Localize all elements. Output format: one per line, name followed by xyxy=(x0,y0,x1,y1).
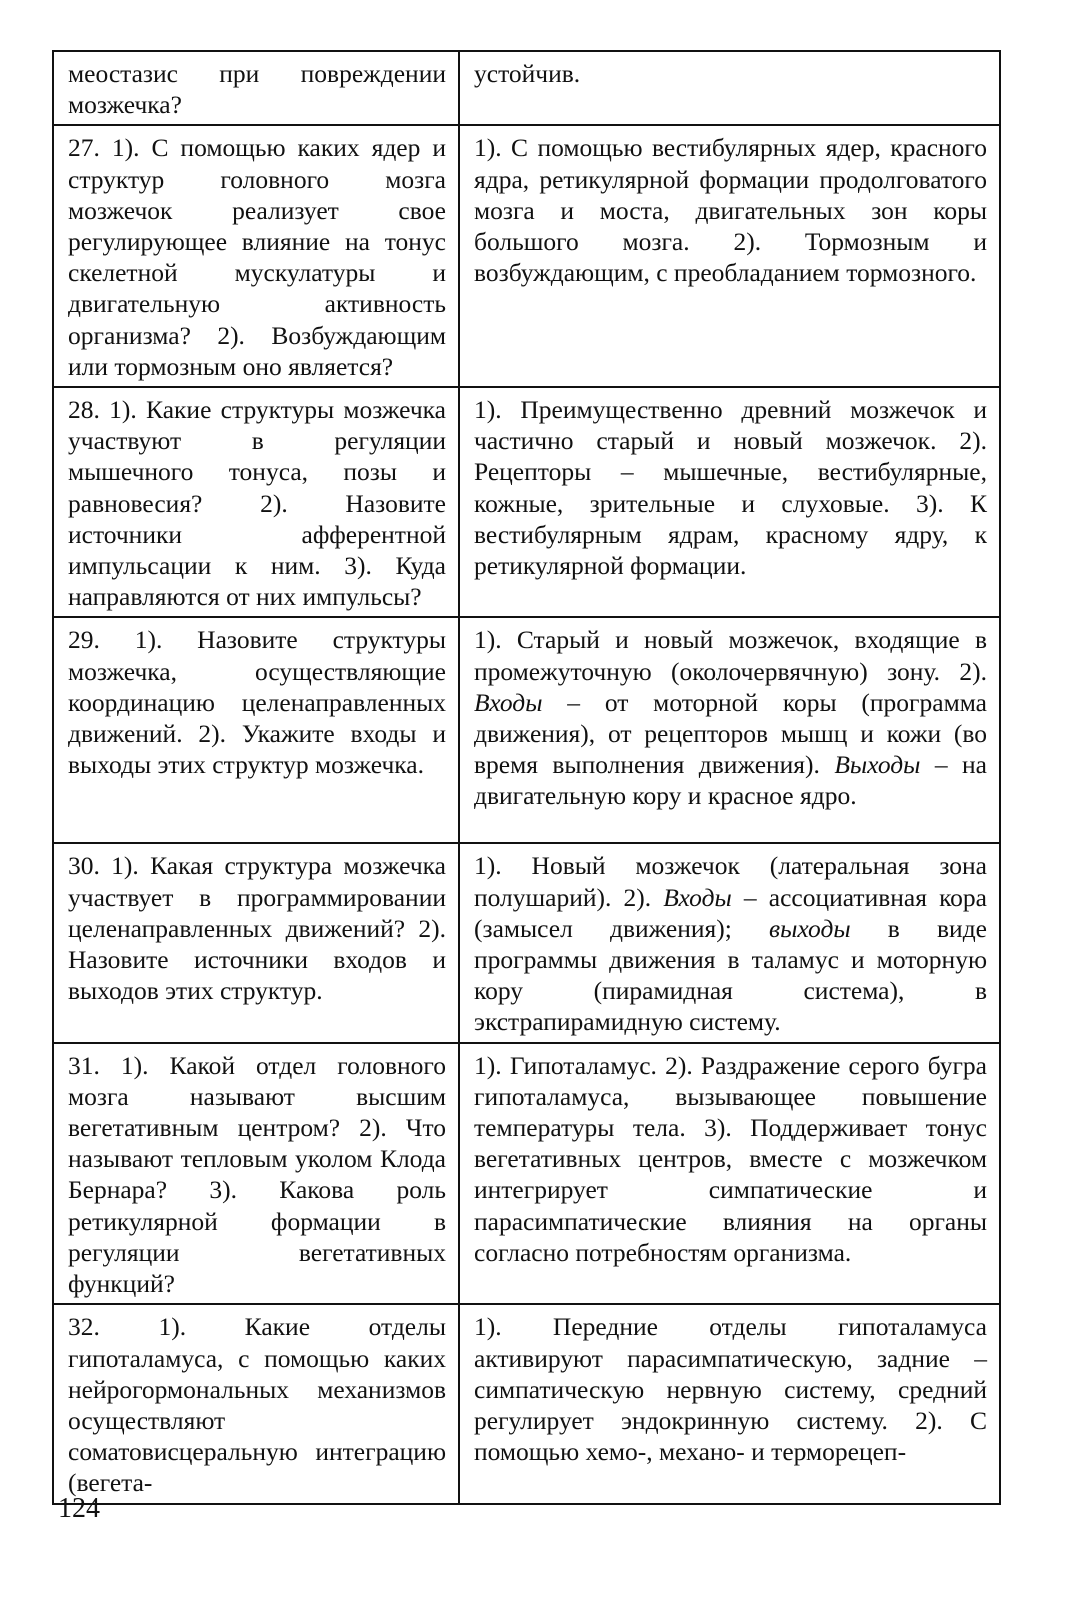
answer-text: 1). Гипоталамус. 2). Раздражение серого бугра гипоталамуса, вызывающее повышение температуры тела. 3). Поддерживает тонус вегетативных центров, вместе с мозжечком интегрирует симпатические и парасимпатические влияния на органы согласно потребностям организма. xyxy=(474,1050,987,1267)
answer-cell xyxy=(459,1304,1000,1503)
answer-cell xyxy=(459,51,1000,125)
answer-cell xyxy=(459,1043,1000,1305)
answer-text: устойчив. xyxy=(474,59,581,88)
answer-text: 1). Преимущественно древний мозжечок и частично старый и новый мозжечок. 2). Рецепторы – мышечные, вестибулярные, кожные, зрительные и слуховые. 3). К вестибулярным ядрам, красному ядру, к ретикулярной формации. xyxy=(474,395,987,581)
qa-table xyxy=(52,50,1001,1505)
answer-text: в виде программы движения в таламус и моторную кору (пирамидная система), в экстрапирамидную систему. xyxy=(474,913,987,1037)
answer-text: – ассоциативная кора (замысел движения); xyxy=(474,882,988,943)
page-number: 124 xyxy=(58,1493,100,1524)
qa-table-body xyxy=(53,51,1000,1504)
answer-emphasis: Входы xyxy=(663,882,732,912)
table-row xyxy=(53,1043,1000,1305)
answer-emphasis: выходы xyxy=(769,913,851,943)
answer-cell xyxy=(459,617,1000,843)
answer-cell xyxy=(459,843,1000,1042)
question-cell: 27. 1). С помощью каких ядер и структур головного мозга мозжечок реализует свое регулирующее влияние на тонус скелетной мускулатуры и двигательную активность организма? 2). Возбуждающим или тормозным оно является? xyxy=(53,125,459,387)
answer-cell xyxy=(459,387,1000,617)
table-row xyxy=(53,125,1000,387)
table-row xyxy=(53,387,1000,617)
answer-text: 1). Старый и новый мозжечок, входящие в промежуточную (околочервячную) зону. 2). xyxy=(474,625,987,686)
answer-text: 1). Передние отделы гипоталамуса активируют парасимпатическую, задние – симпатическую нервную систему, средний регулирует эндокринную систему. 2). С помощью хемо-, механо- и терморецеп- xyxy=(474,1312,987,1467)
answer-cell xyxy=(459,125,1000,387)
answer-text: – от моторной коры (программа движения), от рецепторов мышц и кожи (во время выполнения движения). xyxy=(474,687,987,780)
table-row xyxy=(53,1304,1000,1503)
answer-emphasis: Выходы xyxy=(834,750,921,780)
question-cell: 30. 1). Какая структура мозжечка участвует в программировании целенаправленных движений? 2). Назовите источники входов и выходов этих структур. xyxy=(53,843,459,1042)
question-cell: 28. 1). Какие структуры мозжечка участвуют в регуляции мышечного тонуса, позы и равновесия? 2). Назовите источники афферентной импульсации к ним. 3). Куда направляются от них импульсы? xyxy=(53,387,459,617)
question-cell: 29. 1). Назовите структуры мозжечка, осуществляющие координацию целенаправленных движений. 2). Укажите входы и выходы этих структур мозжечка. xyxy=(53,617,459,843)
table-row xyxy=(53,843,1000,1042)
answer-text: 1). Новый мозжечок (латеральная зона полушарий). 2). xyxy=(474,851,987,912)
table-row xyxy=(53,51,1000,125)
answer-text: 1). С помощью вестибулярных ядер, красного ядра, ретикулярной формации продолговатого мозга и моста, двигательных зон коры большого мозга. 2). Тормозным и возбуждающим, с преобладанием тормозного. xyxy=(474,133,987,288)
answer-text: – на двигательную кору и красное ядро. xyxy=(474,750,987,811)
question-cell: 32. 1). Какие отделы гипоталамуса, с помощью каких нейрогормональных механизмов осуществляют соматовисцеральную интеграцию (вегета- xyxy=(53,1304,459,1503)
table-row xyxy=(53,617,1000,843)
answer-emphasis: Входы xyxy=(474,687,543,717)
question-cell: меостазис при повреждении мозжечка? xyxy=(53,51,459,125)
question-cell: 31. 1). Какой отдел головного мозга называют высшим вегетативным центром? 2). Что называют тепловым уколом Клода Бернара? 3). Какова роль ретикулярной формации в регуляции вегетативных функций? xyxy=(53,1043,459,1305)
